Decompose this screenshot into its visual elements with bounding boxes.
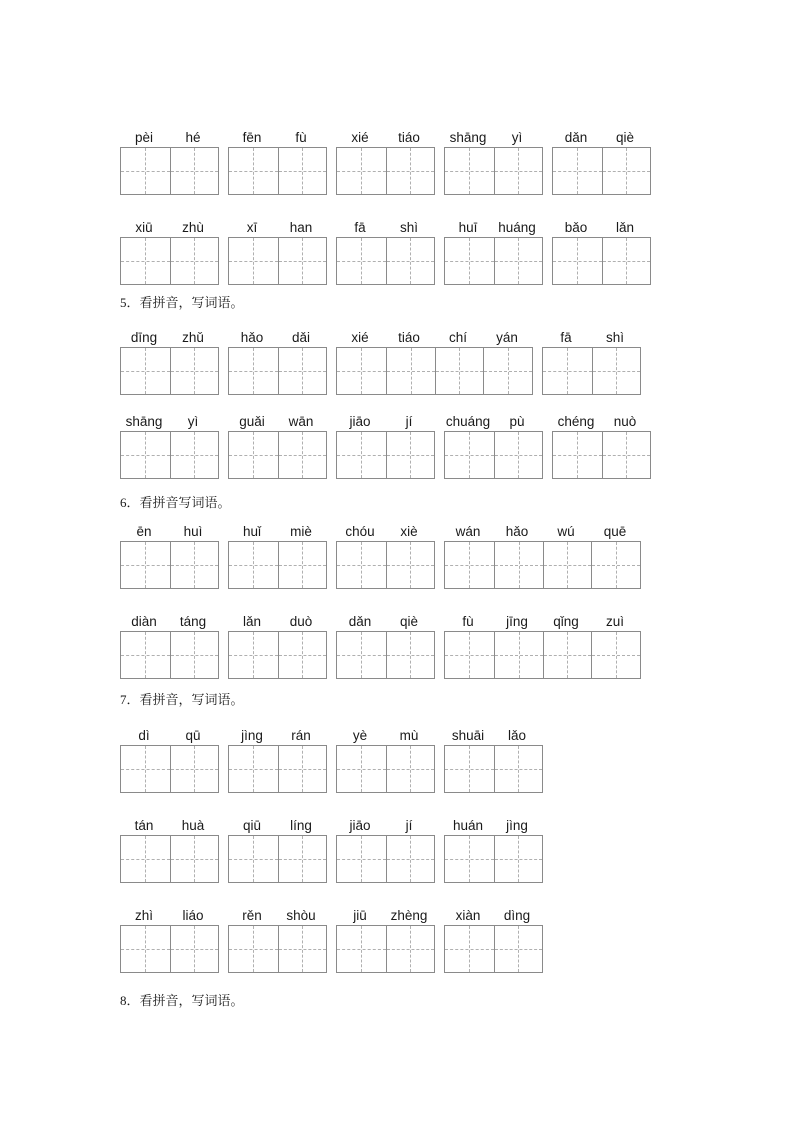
word-row [0, 613, 794, 681]
word-item [120, 413, 219, 481]
writing-cell[interactable] [386, 836, 435, 882]
writing-grid [336, 347, 533, 395]
writing-cell[interactable] [337, 348, 386, 394]
pinyin-label: jìng [506, 818, 528, 833]
pinyin-label: huī [458, 220, 478, 235]
writing-grid [552, 237, 651, 285]
writing-grid [336, 835, 435, 883]
writing-cell[interactable] [121, 542, 170, 588]
writing-grid [120, 835, 219, 883]
word-item [228, 817, 327, 885]
pinyin-label: dīng [130, 330, 158, 345]
writing-cell[interactable] [170, 746, 219, 792]
pinyin-label: zhǔ [182, 330, 204, 345]
pinyin-label: líng [290, 818, 312, 833]
writing-cell[interactable] [278, 542, 327, 588]
pinyin-label: lǎn [242, 614, 261, 629]
writing-grid [120, 431, 219, 479]
writing-cell[interactable] [170, 148, 219, 194]
writing-grid [336, 431, 435, 479]
pinyin-label: huà [181, 818, 205, 833]
writing-grid [336, 147, 435, 195]
word-item [228, 413, 327, 481]
writing-cell[interactable] [445, 542, 494, 588]
word-item [336, 523, 435, 591]
word-item [336, 613, 435, 681]
writing-cell[interactable] [602, 432, 651, 478]
pinyin-label: hǎo [240, 330, 264, 345]
pinyin-label: jí [405, 818, 413, 833]
writing-grid [444, 237, 543, 285]
writing-cell[interactable] [553, 432, 602, 478]
word-item [444, 817, 543, 885]
writing-cell[interactable] [121, 926, 170, 972]
word-item [444, 613, 641, 681]
pinyin-label: tiáo [398, 330, 420, 345]
word-item [120, 613, 219, 681]
pinyin-label: chuáng [445, 414, 491, 429]
writing-cell[interactable] [543, 348, 592, 394]
writing-cell[interactable] [170, 836, 219, 882]
writing-cell[interactable] [337, 836, 386, 882]
word-item [228, 129, 327, 197]
writing-grid [120, 347, 219, 395]
pinyin-label: qū [185, 728, 201, 743]
pinyin-label: yán [496, 330, 518, 345]
pinyin-label: fù [295, 130, 307, 145]
pinyin-label: rěn [242, 908, 262, 923]
pinyin-label: duò [289, 614, 313, 629]
word-item [444, 523, 641, 591]
writing-grid [120, 541, 219, 589]
writing-cell[interactable] [278, 836, 327, 882]
writing-cell[interactable] [121, 836, 170, 882]
word-item [444, 129, 543, 197]
writing-grid [228, 631, 327, 679]
writing-cell[interactable] [435, 348, 484, 394]
section-heading: 6．看拼音写词语。 [120, 495, 231, 510]
word-item [444, 219, 543, 287]
pinyin-label: yè [352, 728, 368, 743]
writing-cell[interactable] [494, 926, 543, 972]
pinyin-label: táng [179, 614, 207, 629]
writing-cell[interactable] [278, 348, 327, 394]
word-item [228, 329, 327, 397]
writing-cell[interactable] [229, 542, 278, 588]
pinyin-label: shì [399, 220, 418, 235]
word-item [120, 907, 219, 975]
pinyin-label: wān [288, 414, 314, 429]
writing-cell[interactable] [170, 632, 219, 678]
pinyin-label: xiè [400, 524, 418, 539]
writing-cell[interactable] [229, 926, 278, 972]
writing-grid [552, 147, 651, 195]
pinyin-label: jīng [506, 614, 528, 629]
writing-cell[interactable] [337, 542, 386, 588]
writing-grid [444, 925, 543, 973]
pinyin-label: lǎo [507, 728, 526, 743]
writing-cell[interactable] [229, 836, 278, 882]
writing-cell[interactable] [445, 148, 494, 194]
pinyin-label: nuò [613, 414, 637, 429]
writing-cell[interactable] [386, 542, 435, 588]
writing-cell[interactable] [121, 348, 170, 394]
writing-grid [120, 925, 219, 973]
section-heading: 5．看拼音，写词语。 [120, 295, 244, 310]
writing-cell[interactable] [386, 926, 435, 972]
pinyin-label: shòu [286, 908, 316, 923]
writing-grid [228, 237, 327, 285]
writing-cell[interactable] [445, 746, 494, 792]
writing-cell[interactable] [278, 926, 327, 972]
writing-grid [228, 347, 327, 395]
word-row [0, 329, 794, 397]
writing-cell[interactable] [386, 746, 435, 792]
writing-cell[interactable] [445, 632, 494, 678]
pinyin-label: pèi [134, 130, 153, 145]
pinyin-label: qiè [399, 614, 418, 629]
pinyin-label: qiè [615, 130, 634, 145]
writing-cell[interactable] [337, 746, 386, 792]
writing-grid [336, 925, 435, 973]
word-item [228, 907, 327, 975]
writing-cell[interactable] [278, 238, 327, 284]
pinyin-label: bǎo [564, 220, 588, 235]
pinyin-label: shuāi [451, 728, 485, 743]
word-item [336, 907, 435, 975]
writing-grid [228, 925, 327, 973]
pinyin-label: han [289, 220, 313, 235]
pinyin-label: jiāo [349, 414, 371, 429]
pinyin-label: mù [399, 728, 419, 743]
section-heading: 7．看拼音，写词语。 [120, 692, 244, 707]
writing-grid [120, 147, 219, 195]
pinyin-label: huǐ [242, 524, 261, 539]
writing-cell[interactable] [121, 632, 170, 678]
word-row [0, 817, 794, 885]
writing-cell[interactable] [445, 432, 494, 478]
writing-cell[interactable] [386, 238, 435, 284]
writing-grid [444, 745, 543, 793]
pinyin-label: fā [560, 330, 572, 345]
writing-cell[interactable] [494, 238, 543, 284]
word-item [336, 129, 435, 197]
writing-cell[interactable] [494, 836, 543, 882]
pinyin-label: huáng [498, 220, 536, 235]
pinyin-label: chí [448, 330, 467, 345]
writing-cell[interactable] [229, 148, 278, 194]
writing-cell[interactable] [229, 348, 278, 394]
pinyin-label: huì [183, 524, 203, 539]
writing-cell[interactable] [386, 148, 435, 194]
pinyin-label: dìng [503, 908, 531, 923]
word-item [228, 727, 327, 795]
pinyin-label: fā [354, 220, 366, 235]
pinyin-label: yì [511, 130, 523, 145]
writing-grid [120, 745, 219, 793]
word-item [120, 523, 219, 591]
word-item [552, 219, 651, 287]
word-item [336, 329, 533, 397]
pinyin-label: tiáo [398, 130, 420, 145]
pinyin-label: qiū [242, 818, 261, 833]
word-item [120, 727, 219, 795]
writing-cell[interactable] [337, 432, 386, 478]
writing-cell[interactable] [278, 148, 327, 194]
pinyin-label: quē [603, 524, 627, 539]
writing-cell[interactable] [229, 632, 278, 678]
writing-cell[interactable] [170, 926, 219, 972]
writing-cell[interactable] [170, 542, 219, 588]
writing-grid [444, 631, 641, 679]
pinyin-label: rán [291, 728, 311, 743]
pinyin-label: huán [452, 818, 484, 833]
writing-cell[interactable] [337, 926, 386, 972]
word-item [336, 817, 435, 885]
word-item [552, 413, 651, 481]
writing-cell[interactable] [591, 632, 640, 678]
pinyin-label: lǎn [615, 220, 634, 235]
pinyin-label: liáo [182, 908, 204, 923]
writing-grid [336, 631, 435, 679]
writing-grid [542, 347, 641, 395]
writing-cell[interactable] [602, 238, 651, 284]
pinyin-label: xiàn [455, 908, 481, 923]
word-item [120, 817, 219, 885]
word-item [228, 613, 327, 681]
writing-grid [336, 541, 435, 589]
pinyin-label: chéng [557, 414, 595, 429]
writing-cell[interactable] [337, 238, 386, 284]
pinyin-label: dì [138, 728, 150, 743]
pinyin-label: zhù [182, 220, 204, 235]
writing-grid [228, 541, 327, 589]
writing-grid [444, 147, 543, 195]
writing-cell[interactable] [553, 148, 602, 194]
section-heading: 8．看拼音，写词语。 [120, 993, 244, 1008]
writing-cell[interactable] [170, 348, 219, 394]
writing-cell[interactable] [494, 432, 543, 478]
writing-grid [444, 541, 641, 589]
writing-cell[interactable] [494, 746, 543, 792]
writing-cell[interactable] [494, 632, 543, 678]
writing-cell[interactable] [445, 836, 494, 882]
writing-cell[interactable] [121, 746, 170, 792]
writing-cell[interactable] [386, 348, 435, 394]
word-item [444, 907, 543, 975]
pinyin-label: xiū [135, 220, 153, 235]
writing-grid [552, 431, 651, 479]
word-row [0, 523, 794, 591]
writing-cell[interactable] [170, 238, 219, 284]
pinyin-label: tán [134, 818, 154, 833]
word-item [542, 329, 641, 397]
writing-cell[interactable] [386, 632, 435, 678]
writing-cell[interactable] [121, 148, 170, 194]
pinyin-label: zhèng [390, 908, 428, 923]
writing-cell[interactable] [553, 238, 602, 284]
pinyin-label: hǎo [505, 524, 529, 539]
pinyin-label: miè [290, 524, 312, 539]
word-row [0, 219, 794, 287]
pinyin-label: shì [605, 330, 624, 345]
pinyin-label: shāng [449, 130, 487, 145]
pinyin-label: jiū [353, 908, 367, 923]
writing-cell[interactable] [494, 542, 543, 588]
word-row [0, 727, 794, 795]
word-item [444, 413, 543, 481]
pinyin-label: ēn [136, 524, 152, 539]
writing-grid [444, 835, 543, 883]
writing-grid [336, 237, 435, 285]
writing-cell[interactable] [229, 746, 278, 792]
pinyin-label: jiāo [349, 818, 371, 833]
pinyin-label: jìng [241, 728, 263, 743]
pinyin-label: dǎn [348, 614, 372, 629]
writing-grid [120, 237, 219, 285]
pinyin-label: dǎi [291, 330, 310, 345]
word-row [0, 129, 794, 197]
writing-grid [336, 745, 435, 793]
writing-grid [228, 745, 327, 793]
writing-grid [444, 431, 543, 479]
pinyin-label: dǎn [564, 130, 588, 145]
pinyin-label: jí [405, 414, 413, 429]
writing-cell[interactable] [278, 746, 327, 792]
writing-cell[interactable] [445, 238, 494, 284]
word-item [552, 129, 651, 197]
pinyin-label: zuì [605, 614, 624, 629]
word-item [228, 219, 327, 287]
writing-cell[interactable] [591, 542, 640, 588]
writing-cell[interactable] [229, 238, 278, 284]
writing-cell[interactable] [278, 632, 327, 678]
writing-cell[interactable] [602, 148, 651, 194]
pinyin-label: yì [187, 414, 199, 429]
word-item [120, 329, 219, 397]
pinyin-label: xié [351, 130, 369, 145]
writing-cell[interactable] [121, 432, 170, 478]
writing-cell[interactable] [121, 238, 170, 284]
pinyin-label: pù [509, 414, 525, 429]
writing-cell[interactable] [278, 432, 327, 478]
writing-grid [228, 431, 327, 479]
pinyin-label: fù [462, 614, 474, 629]
pinyin-label: fēn [242, 130, 262, 145]
word-item [336, 413, 435, 481]
pinyin-label: diàn [131, 614, 157, 629]
pinyin-label: zhì [134, 908, 153, 923]
writing-cell[interactable] [445, 926, 494, 972]
writing-cell[interactable] [229, 432, 278, 478]
writing-cell[interactable] [386, 432, 435, 478]
pinyin-label: wán [455, 524, 481, 539]
word-item [120, 129, 219, 197]
writing-cell[interactable] [543, 632, 592, 678]
writing-cell[interactable] [592, 348, 641, 394]
writing-cell[interactable] [337, 632, 386, 678]
word-item [336, 727, 435, 795]
pinyin-label: shāng [125, 414, 163, 429]
writing-cell[interactable] [337, 148, 386, 194]
writing-grid [228, 835, 327, 883]
word-item [228, 523, 327, 591]
pinyin-label: hé [185, 130, 201, 145]
writing-grid [228, 147, 327, 195]
writing-grid [120, 631, 219, 679]
pinyin-label: qǐng [553, 614, 579, 629]
pinyin-label: xī [246, 220, 258, 235]
pinyin-label: chóu [345, 524, 375, 539]
word-item [336, 219, 435, 287]
pinyin-label: xié [351, 330, 369, 345]
writing-cell[interactable] [483, 348, 532, 394]
word-row [0, 413, 794, 481]
writing-cell[interactable] [543, 542, 592, 588]
word-row [0, 907, 794, 975]
writing-cell[interactable] [170, 432, 219, 478]
writing-cell[interactable] [494, 148, 543, 194]
word-item [120, 219, 219, 287]
word-item [444, 727, 543, 795]
pinyin-label: wú [557, 524, 575, 539]
pinyin-label: guǎi [239, 414, 265, 429]
